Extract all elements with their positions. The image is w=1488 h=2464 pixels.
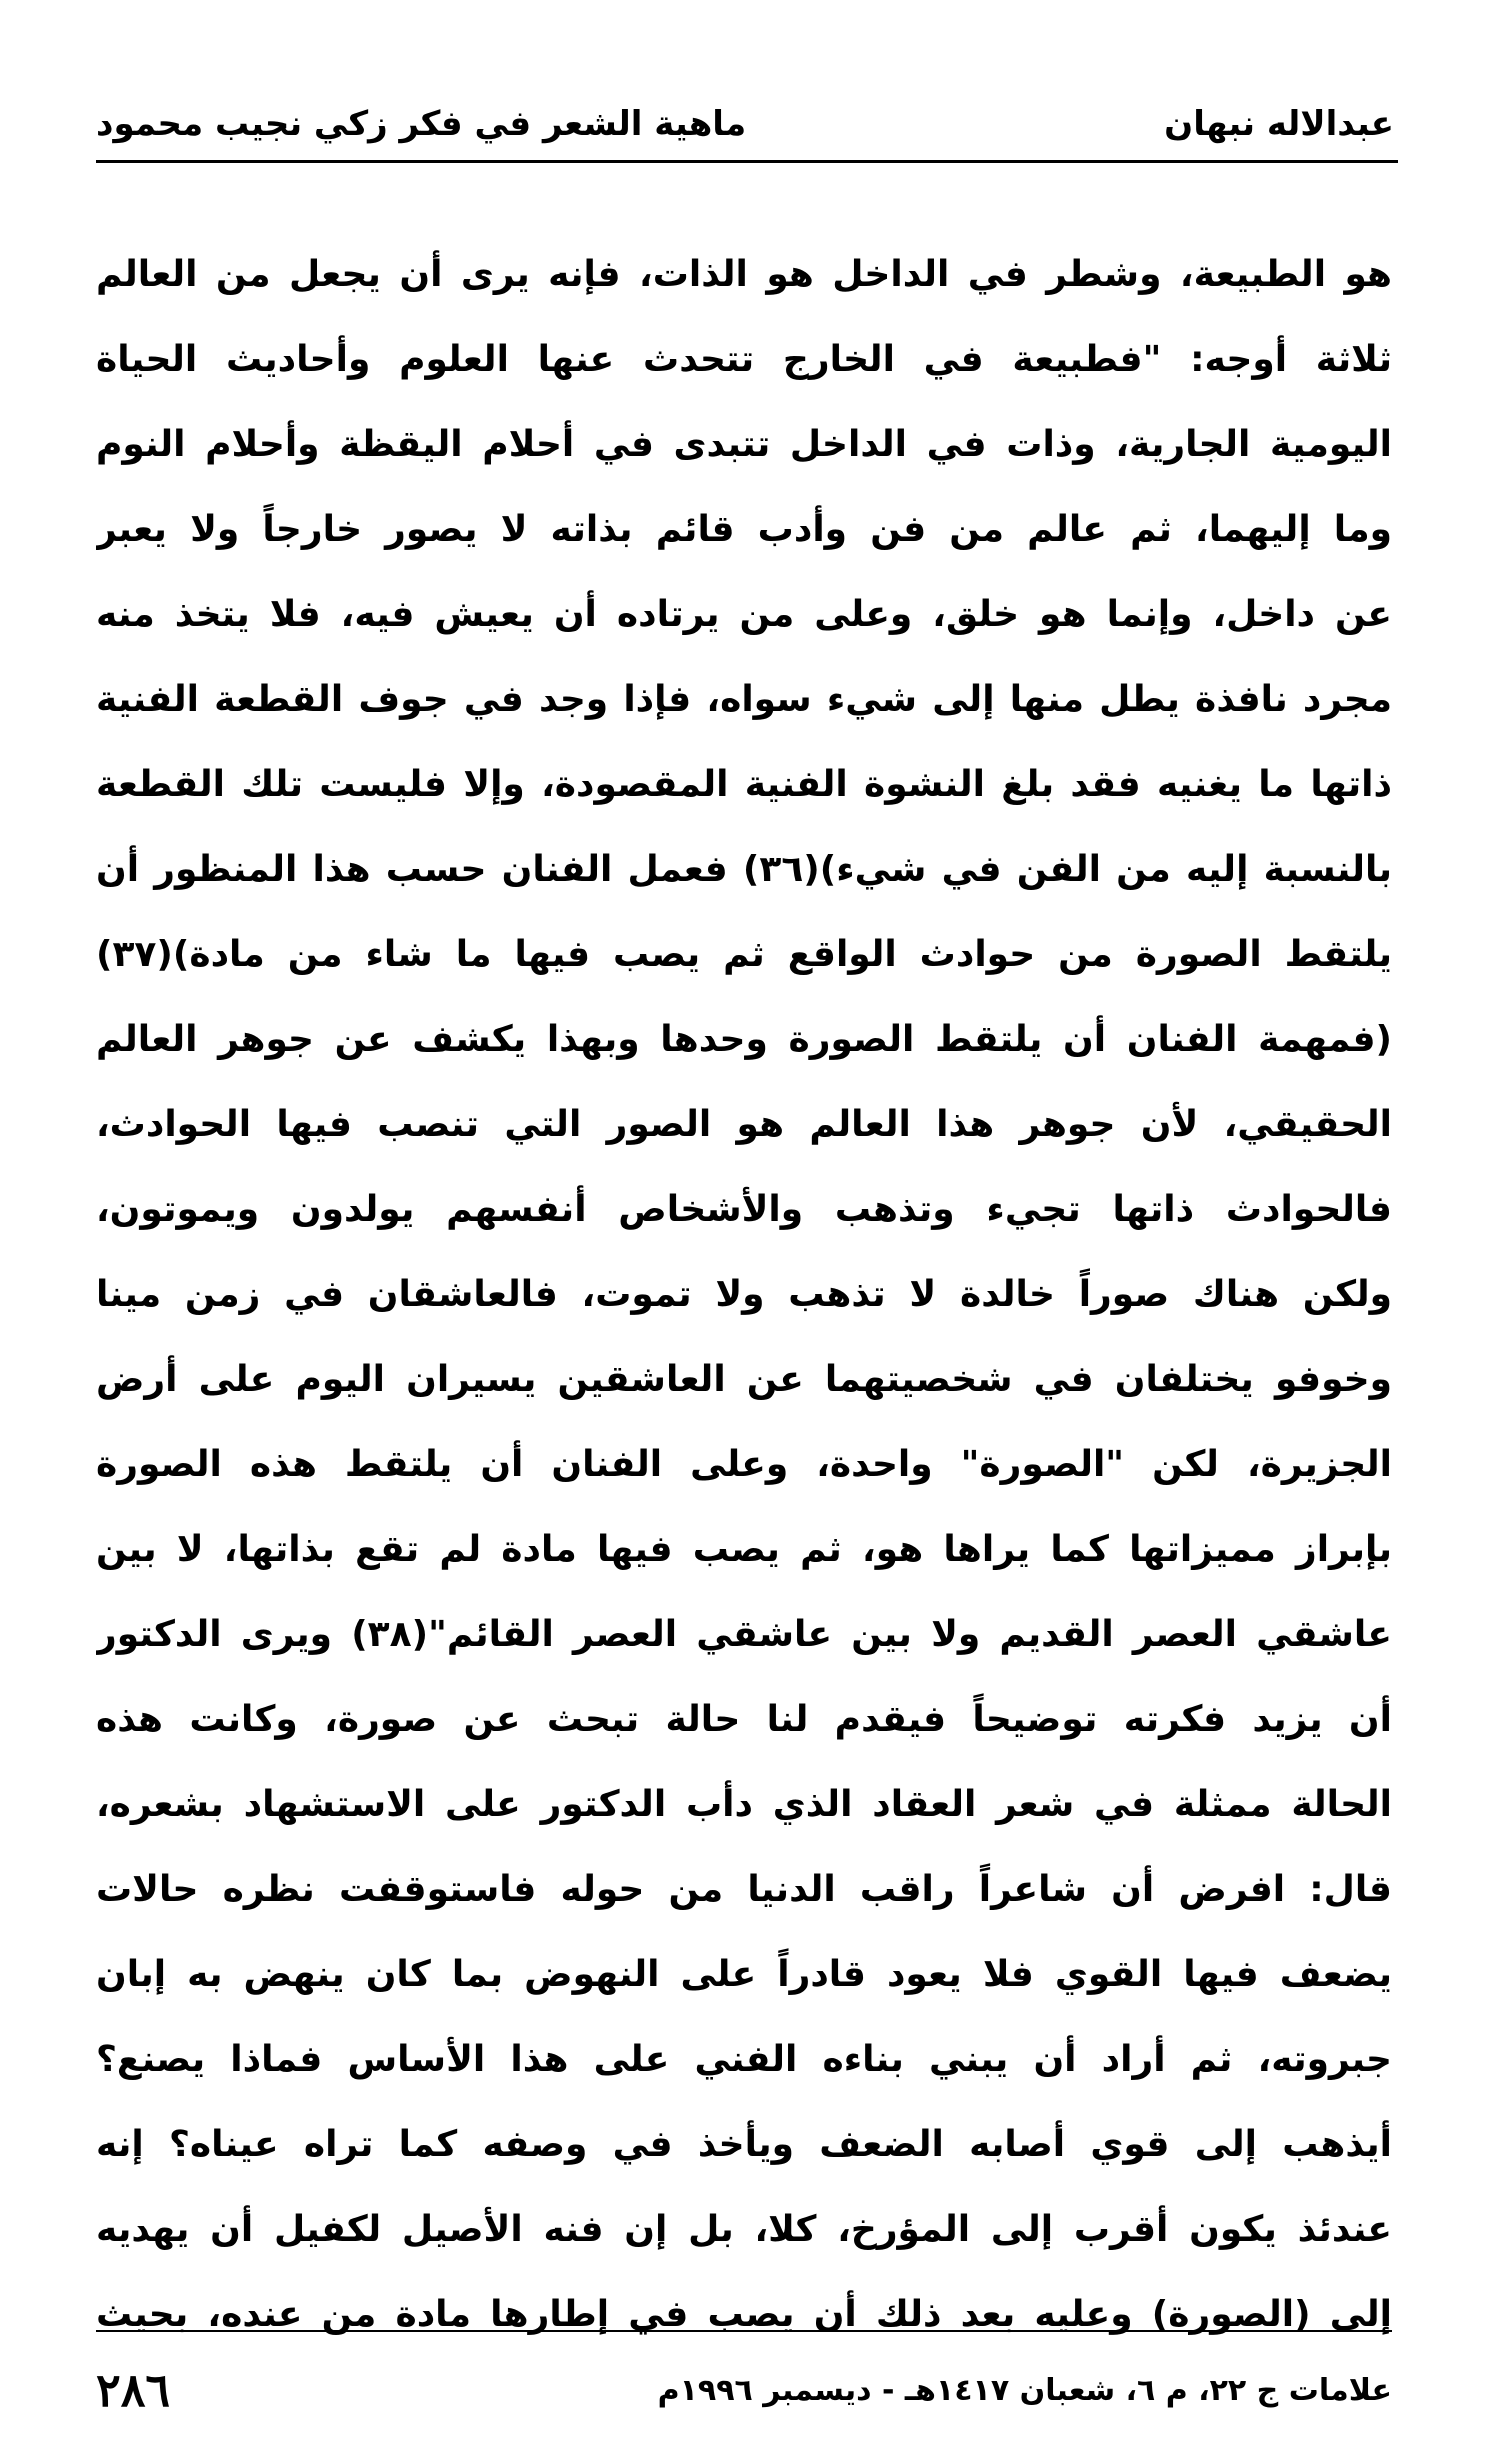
text-line: بالنسبة إليه من الفن في شيء)(٣٦) فعمل الفنان حسب هذا المنظور أن	[96, 849, 1392, 890]
header-title: ماهية الشعر في فكر زكي نجيب محمود	[96, 104, 747, 144]
text-line: وخوفو يختلفان في شخصيتهما عن العاشقين يسيران اليوم على أرض	[96, 1359, 1392, 1400]
page-number: ٢٨٦	[96, 2363, 171, 2417]
header-rule	[96, 160, 1398, 163]
text-line: وما إليهما، ثم عالم من فن وأدب قائم بذاته لا يصور خارجاً ولا يعبر	[96, 509, 1392, 550]
running-header	[96, 94, 1394, 154]
text-line: الجزيرة، لكن "الصورة" واحدة، وعلى الفنان أن يلتقط هذه الصورة	[96, 1444, 1392, 1485]
text-line: (فمهمة الفنان أن يلتقط الصورة وحدها وبهذا يكشف عن جوهر العالم	[96, 1019, 1392, 1060]
text-line: عاشقي العصر القديم ولا بين عاشقي العصر القائم"(٣٨) ويرى الدكتور	[96, 1614, 1392, 1655]
text-line: يلتقط الصورة من حوادث الواقع ثم يصب فيها ما شاء من مادة)(٣٧)	[96, 934, 1392, 975]
text-line: الحالة ممثلة في شعر العقاد الذي دأب الدكتور على الاستشهاد بشعره،	[96, 1784, 1392, 1825]
header-author: عبدالاله نبهان	[1164, 104, 1394, 144]
text-line: مجرد نافذة يطل منها إلى شيء سواه، فإذا وجد في جوف القطعة الفنية	[96, 679, 1392, 720]
text-line: ولكن هناك صوراً خالدة لا تذهب ولا تموت، فالعاشقان في زمن مينا	[96, 1274, 1392, 1315]
text-line: أيذهب إلى قوي أصابه الضعف ويأخذ في وصفه كما تراه عيناه؟ إنه	[96, 2124, 1392, 2165]
text-line: هو الطبيعة، وشطر في الداخل هو الذات، فإنه يرى أن يجعل من العالم	[96, 254, 1392, 295]
text-line: إلى (الصورة) وعليه بعد ذلك أن يصب في إطارها مادة من عنده، بحيث	[96, 2294, 1392, 2335]
text-line: قال: افرض أن شاعراً راقب الدنيا من حوله فاستوقفت نظره حالات	[96, 1869, 1392, 1910]
text-line: بإبراز مميزاتها كما يراها هو، ثم يصب فيها مادة لم تقع بذاتها، لا بين	[96, 1529, 1392, 1570]
text-line: جبروته، ثم أراد أن يبني بناءه الفني على هذا الأساس فماذا يصنع؟	[96, 2039, 1392, 2080]
text-line: عن داخل، وإنما هو خلق، وعلى من يرتاده أن يعيش فيه، فلا يتخذ منه	[96, 594, 1392, 635]
text-line: عندئذ يكون أقرب إلى المؤرخ، كلا، بل إن فنه الأصيل لكفيل أن يهديه	[96, 2209, 1392, 2250]
text-line: أن يزيد فكرته توضيحاً فيقدم لنا حالة تبحث عن صورة، وكانت هذه	[96, 1699, 1392, 1740]
text-line: الحقيقي، لأن جوهر هذا العالم هو الصور التي تنصب فيها الحوادث،	[96, 1104, 1392, 1145]
text-line: ثلاثة أوجه: "فطبيعة في الخارج تتحدث عنها العلوم وأحاديث الحياة	[96, 339, 1392, 380]
running-footer	[96, 2360, 1392, 2420]
text-line: اليومية الجارية، وذات في الداخل تتبدى في أحلام اليقظة وأحلام النوم	[96, 424, 1392, 465]
body-text	[96, 232, 1392, 2357]
footer-rule	[96, 2330, 1392, 2332]
text-line: ذاتها ما يغنيه فقد بلغ النشوة الفنية المقصودة، وإلا فليست تلك القطعة	[96, 764, 1392, 805]
text-line: يضعف فيها القوي فلا يعود قادراً على النهوض بما كان ينهض به إبان	[96, 1954, 1392, 1995]
journal-info: علامات ج ٢٢، م ٦، شعبان ١٤١٧هـ - ديسمبر ١٩٩٦م	[657, 2372, 1392, 2408]
text-line: فالحوادث ذاتها تجيء وتذهب والأشخاص أنفسهم يولدون ويموتون،	[96, 1189, 1392, 1230]
